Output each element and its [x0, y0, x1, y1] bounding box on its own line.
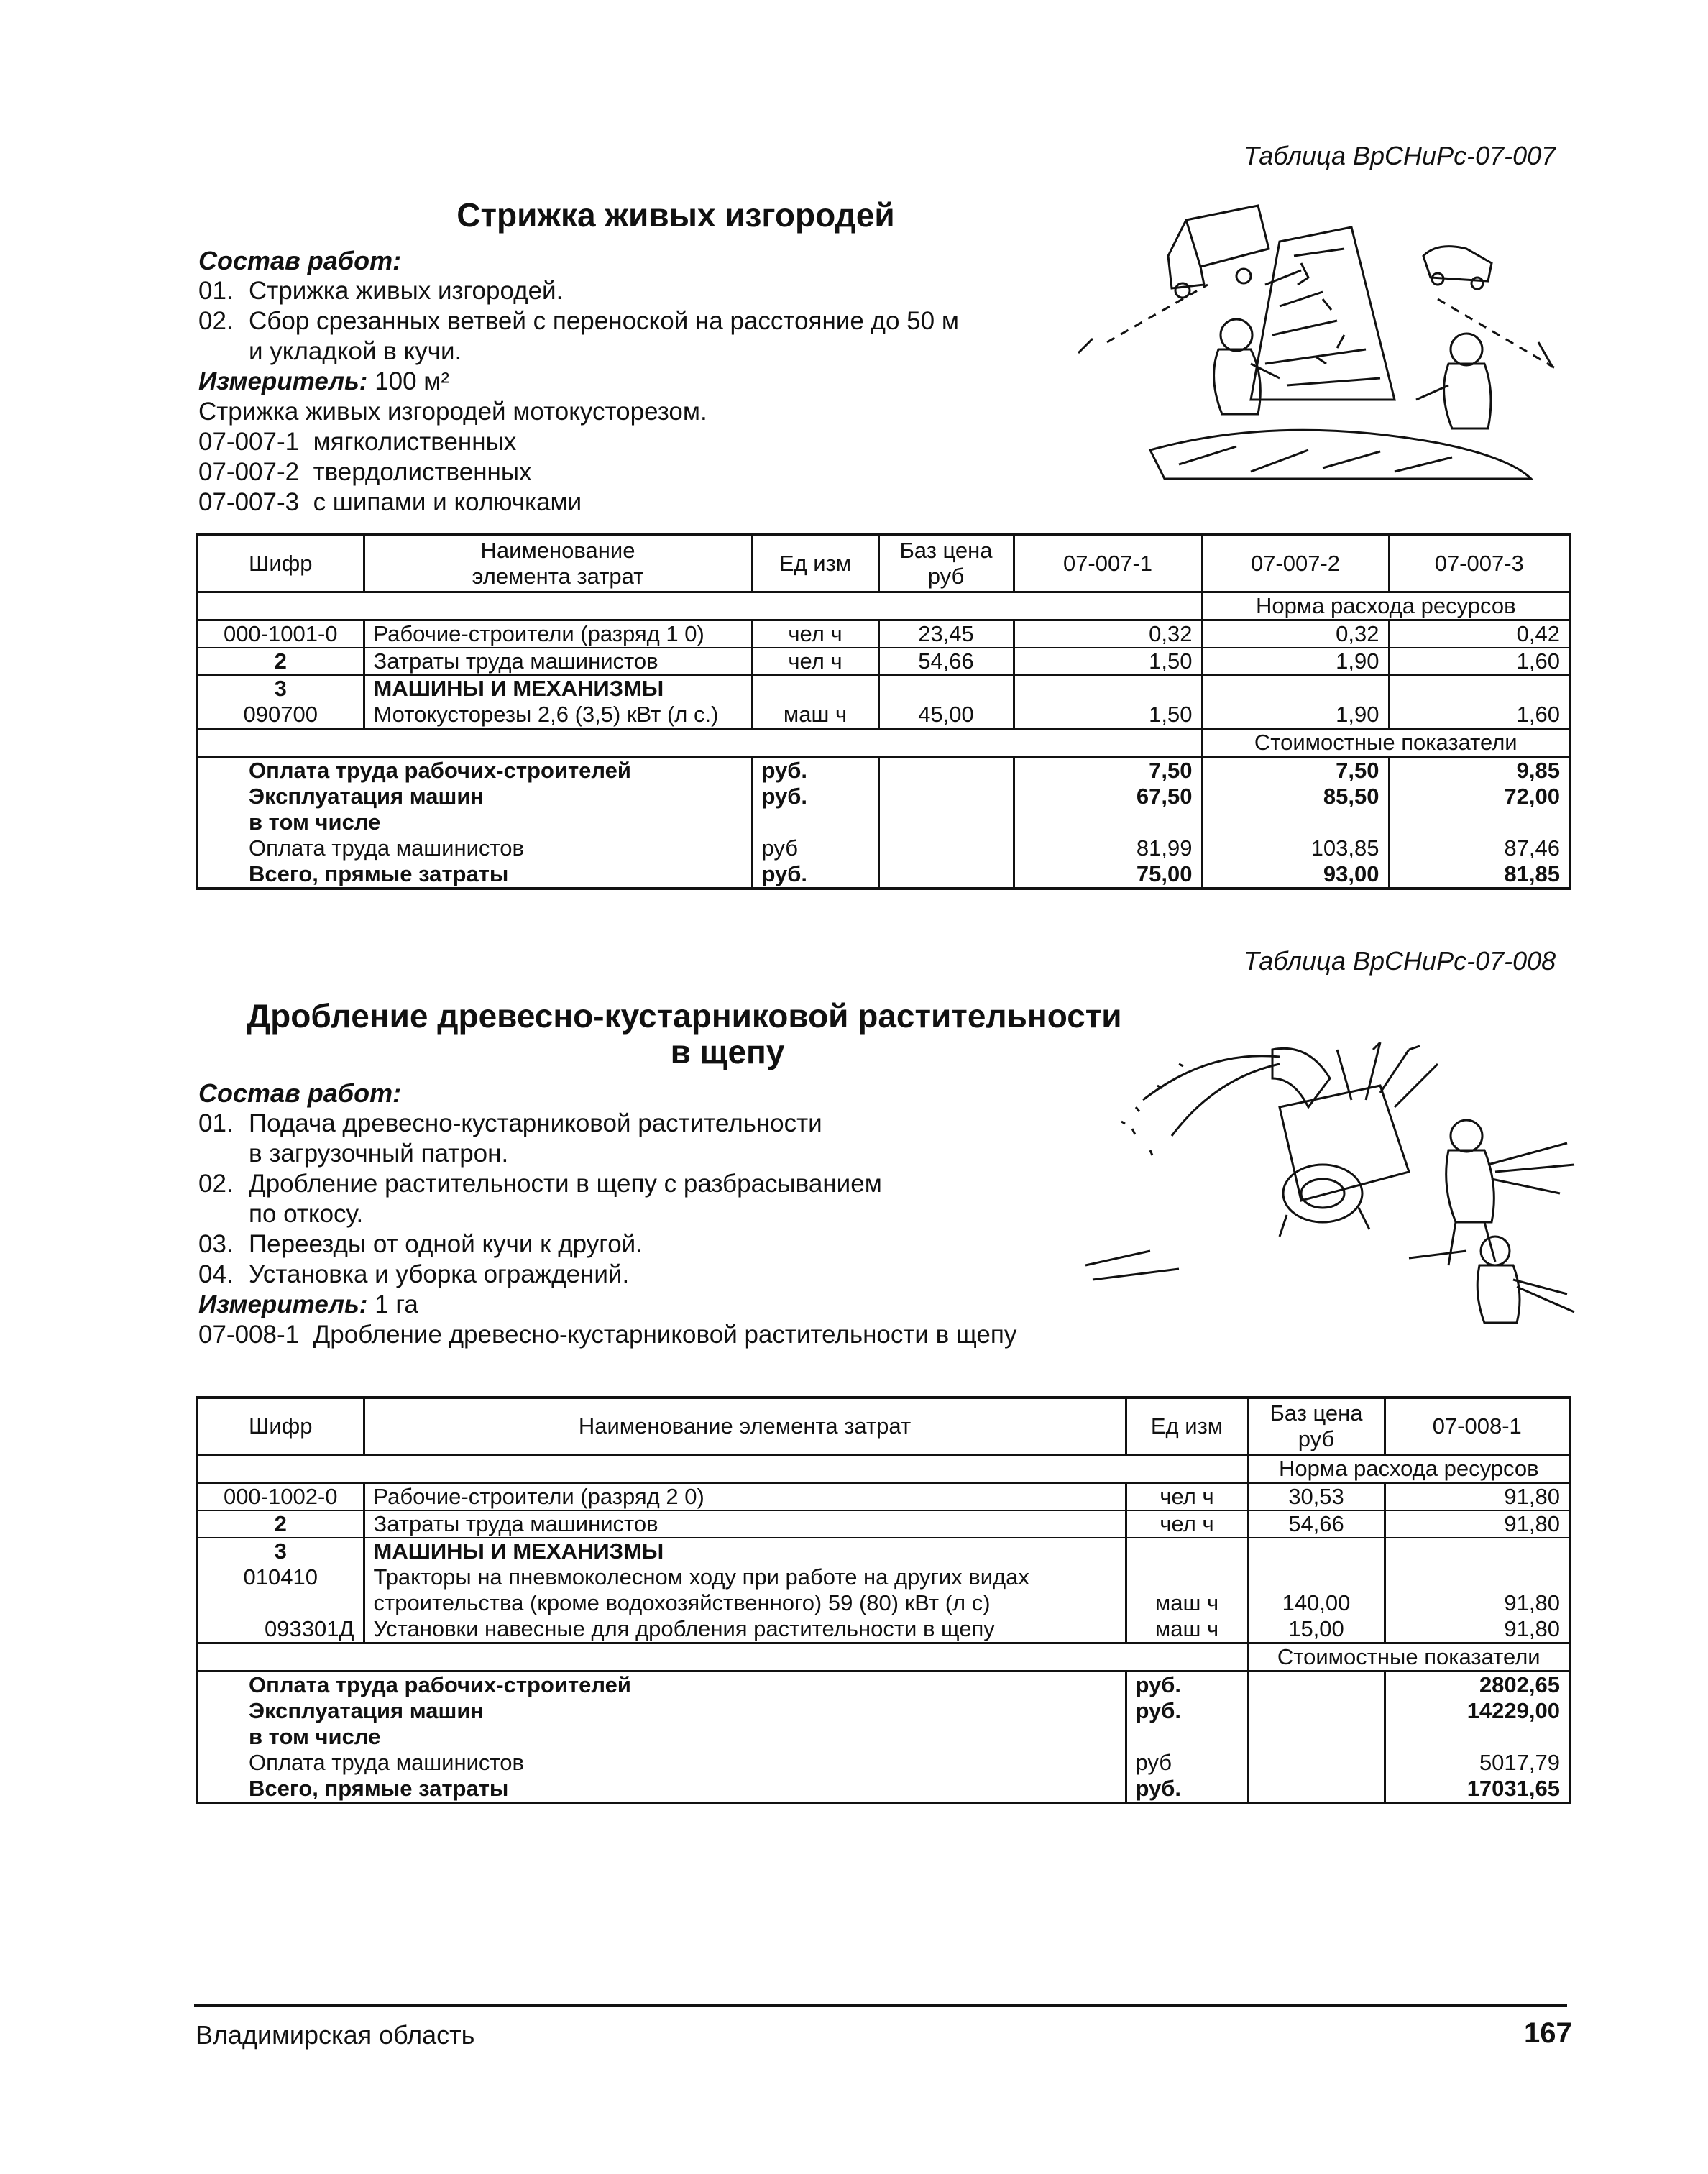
section-title-07-008 — [196, 998, 1173, 1070]
resource-table-07-007 — [196, 533, 1571, 890]
cost-band-row — [197, 1643, 1570, 1671]
cost-name: Эксплуатация машин — [249, 1698, 485, 1723]
cell-name: Рабочие-строители (разряд 2 0) — [364, 1483, 1126, 1511]
cell-code: 2 — [197, 1510, 364, 1538]
variant-item: 07-007-3 с шипами и колючками — [198, 488, 582, 516]
header-cell: Баз цена руб — [878, 535, 1014, 592]
hedge-trimming-illustration — [1064, 198, 1581, 500]
header-cell: 07-007-1 — [1014, 535, 1202, 592]
cell-code: 2 — [197, 648, 364, 675]
footer-rule — [194, 2004, 1567, 2007]
cost-name: в том числе — [249, 1724, 381, 1749]
cell-unit: чел ч — [1126, 1510, 1248, 1538]
cell-name: Рабочие-строители (разряд 1 0) — [364, 620, 752, 648]
cost-unit: руб. — [752, 861, 878, 889]
cost-label: Стоимостные показатели — [1248, 1643, 1570, 1671]
cost-unit: руб. — [1126, 1671, 1248, 1699]
cell-value: 67,50 — [1014, 784, 1202, 809]
cost-name: Оплата труда машинистов — [249, 835, 524, 861]
cell-value: 91,80 — [1385, 1616, 1570, 1643]
cost-name: Оплата труда рабочих-строителей — [249, 1672, 631, 1697]
cell-value: 81,85 — [1389, 861, 1570, 889]
cell-value: 5017,79 — [1385, 1750, 1570, 1776]
cost-band-row — [197, 729, 1570, 757]
cost-name: в том числе — [249, 809, 381, 835]
header-cell: Баз цена руб — [1248, 1398, 1385, 1455]
cell-value: 81,99 — [1014, 835, 1202, 861]
description-line: Стрижка живых изгородей мотокусторезом. — [198, 398, 707, 426]
cost-row — [197, 1671, 1570, 1699]
cell-value: 91,80 — [1385, 1483, 1570, 1511]
table-row — [197, 1564, 1570, 1590]
header-cell: 07-007-2 — [1202, 535, 1389, 592]
cost-name: Оплата труда рабочих-строителей — [249, 758, 631, 783]
cost-row — [197, 784, 1570, 809]
cell-value: 103,85 — [1202, 835, 1389, 861]
cost-row — [197, 835, 1570, 861]
works-heading-07-007: Состав работ: — [198, 246, 402, 275]
cost-unit: руб. — [1126, 1698, 1248, 1724]
cell-value: 1,50 — [1014, 648, 1202, 675]
table-row — [197, 1483, 1570, 1511]
cost-unit: руб — [1126, 1750, 1248, 1776]
variant-item: 07-007-2 твердолиственных — [198, 458, 532, 486]
cell-value: 72,00 — [1389, 784, 1570, 809]
title-line: в щепу — [670, 1033, 785, 1070]
cell-value: 1,90 — [1202, 702, 1389, 729]
cost-row — [197, 1750, 1570, 1776]
table-row — [197, 702, 1570, 729]
cell-value: 17031,65 — [1385, 1776, 1570, 1803]
cell-name: Мотокусторезы 2,6 (3,5) кВт (л с.) — [364, 702, 752, 729]
cell-value: 1,50 — [1014, 702, 1202, 729]
cost-unit: руб. — [752, 757, 878, 784]
wood-chipper-illustration — [1064, 1021, 1581, 1337]
header-cell: 07-008-1 — [1385, 1398, 1570, 1455]
cell-value: 91,80 — [1385, 1510, 1570, 1538]
cell-value: 85,50 — [1202, 784, 1389, 809]
cell-unit: чел ч — [752, 648, 878, 675]
cell-unit: чел ч — [752, 620, 878, 648]
table-row — [197, 675, 1570, 702]
works-heading-07-008: Состав работ: — [198, 1078, 402, 1108]
cost-row — [197, 1776, 1570, 1803]
header-cell: Наименование элемента затрат — [364, 535, 752, 592]
cell-code: 093301Д — [265, 1616, 354, 1641]
table-row — [197, 1538, 1570, 1564]
work-item: 03. Переезды от одной кучи к другой. — [198, 1230, 643, 1258]
cost-name: Всего, прямые затраты — [249, 861, 509, 886]
cell-price: 30,53 — [1248, 1483, 1385, 1511]
cell-value: 7,50 — [1202, 757, 1389, 784]
table-row — [197, 1616, 1570, 1643]
cell-price: 23,45 — [878, 620, 1014, 648]
cost-name: Всего, прямые затраты — [249, 1776, 509, 1801]
table-row — [197, 1510, 1570, 1538]
work-item: 02. Сбор срезанных ветвей с переноской на расстояние до 50 м — [198, 307, 959, 335]
cell-name: Установки навесные для дробления растительности в щепу — [364, 1616, 1126, 1643]
measure-line: Измеритель: 1 га — [198, 1290, 418, 1318]
cost-row — [197, 809, 1570, 835]
cell-price: 45,00 — [878, 702, 1014, 729]
page-number: 167 — [1524, 2017, 1572, 2049]
cell-price: 140,00 — [1248, 1564, 1385, 1616]
cell-unit: маш ч — [752, 702, 878, 729]
header-cell: Шифр — [197, 1398, 364, 1455]
cell-price: 54,66 — [878, 648, 1014, 675]
table-row — [197, 648, 1570, 675]
work-item: 02. Дробление растительности в щепу с разбрасыванием — [198, 1170, 882, 1198]
norm-band-row — [197, 1455, 1570, 1483]
cell-value: 91,80 — [1385, 1564, 1570, 1616]
cell-value: 0,32 — [1014, 620, 1202, 648]
cell-value: 14229,00 — [1385, 1698, 1570, 1724]
title-line: Дробление древесно-кустарниковой растительности — [247, 997, 1122, 1035]
cost-row — [197, 1698, 1570, 1724]
header-cell: Ед изм — [752, 535, 878, 592]
cost-unit: руб — [752, 835, 878, 861]
norm-label: Норма расхода ресурсов — [1202, 592, 1570, 620]
cell-name: МАШИНЫ И МЕХАНИЗМЫ — [364, 675, 752, 702]
cost-row — [197, 757, 1570, 784]
cell-unit: маш ч — [1126, 1564, 1248, 1616]
header-cell: Ед изм — [1126, 1398, 1248, 1455]
table-row — [197, 620, 1570, 648]
cost-name: Эксплуатация машин — [249, 784, 485, 809]
norm-label: Норма расхода ресурсов — [1248, 1455, 1570, 1483]
work-item: 01. Подача древесно-кустарниковой растительности — [198, 1109, 822, 1137]
measure-line: Измеритель: 100 м² — [198, 367, 450, 395]
cell-value: 0,42 — [1389, 620, 1570, 648]
variant-item: 07-007-1 мягколиственных — [198, 428, 517, 456]
footer-region: Владимирская область — [196, 2020, 475, 2050]
work-item: по откосу. — [249, 1200, 364, 1228]
cost-row — [197, 861, 1570, 889]
cell-value: 87,46 — [1389, 835, 1570, 861]
cell-name: Тракторы на пневмоколесном ходу при работе на других видах — [364, 1564, 1126, 1590]
work-item: 01. Стрижка живых изгородей. — [198, 277, 564, 305]
cell-value: 1,90 — [1202, 648, 1389, 675]
header-cell: 07-007-3 — [1389, 535, 1570, 592]
cell-value: 1,60 — [1389, 648, 1570, 675]
header-cell: Шифр — [197, 535, 364, 592]
variant-item: 07-008-1 Дробление древесно-кустарниковой растительности в щепу — [198, 1321, 1017, 1349]
cost-label: Стоимостные показатели — [1202, 729, 1570, 757]
table-header-row — [197, 535, 1570, 592]
cell-unit: маш ч — [1126, 1616, 1248, 1643]
cell-code: 3 — [274, 1538, 287, 1564]
cell-code: 000-1001-0 — [197, 620, 364, 648]
cell-name: Затраты труда машинистов — [364, 648, 752, 675]
cell-code: 090700 — [243, 702, 318, 727]
cell-name: МАШИНЫ И МЕХАНИЗМЫ — [364, 1538, 1126, 1564]
work-item: и укладкой в кучи. — [249, 337, 462, 365]
cost-row — [197, 1724, 1570, 1750]
section-title-07-007: Стрижка живых изгородей — [456, 196, 895, 234]
cell-value: 0,32 — [1202, 620, 1389, 648]
header-cell: Наименование элемента затрат — [364, 1398, 1126, 1455]
norm-band-row — [197, 592, 1570, 620]
cost-unit: руб. — [1126, 1776, 1248, 1803]
table-caption-07-007: Таблица ВрСНиРс-07-007 — [1244, 141, 1556, 170]
resource-table-07-008 — [196, 1396, 1571, 1804]
cost-unit: руб. — [752, 784, 878, 809]
cell-code: 010410 — [243, 1564, 318, 1590]
table-caption-07-008: Таблица ВрСНиРс-07-008 — [1244, 946, 1556, 976]
cell-name: строительства (кроме водохозяйственного) 59 (80) кВт (л с) — [364, 1590, 1126, 1616]
cost-name: Оплата труда машинистов — [249, 1750, 524, 1775]
cell-value: 9,85 — [1389, 757, 1570, 784]
cell-value: 93,00 — [1202, 861, 1389, 889]
cell-code: 000-1002-0 — [197, 1483, 364, 1511]
cell-value: 1,60 — [1389, 702, 1570, 729]
work-item: 04. Установка и уборка ограждений. — [198, 1260, 630, 1288]
work-item: в загрузочный патрон. — [249, 1139, 509, 1168]
cell-price: 54,66 — [1248, 1510, 1385, 1538]
cell-value: 7,50 — [1014, 757, 1202, 784]
works-list-07-007 — [198, 276, 959, 518]
cell-price: 15,00 — [1248, 1616, 1385, 1643]
cell-value: 75,00 — [1014, 861, 1202, 889]
cell-code: 3 — [274, 676, 287, 701]
table-header-row — [197, 1398, 1570, 1455]
works-list-07-008 — [198, 1109, 1016, 1350]
cell-name: Затраты труда машинистов — [364, 1510, 1126, 1538]
cell-value: 2802,65 — [1385, 1671, 1570, 1699]
cell-unit: чел ч — [1126, 1483, 1248, 1511]
